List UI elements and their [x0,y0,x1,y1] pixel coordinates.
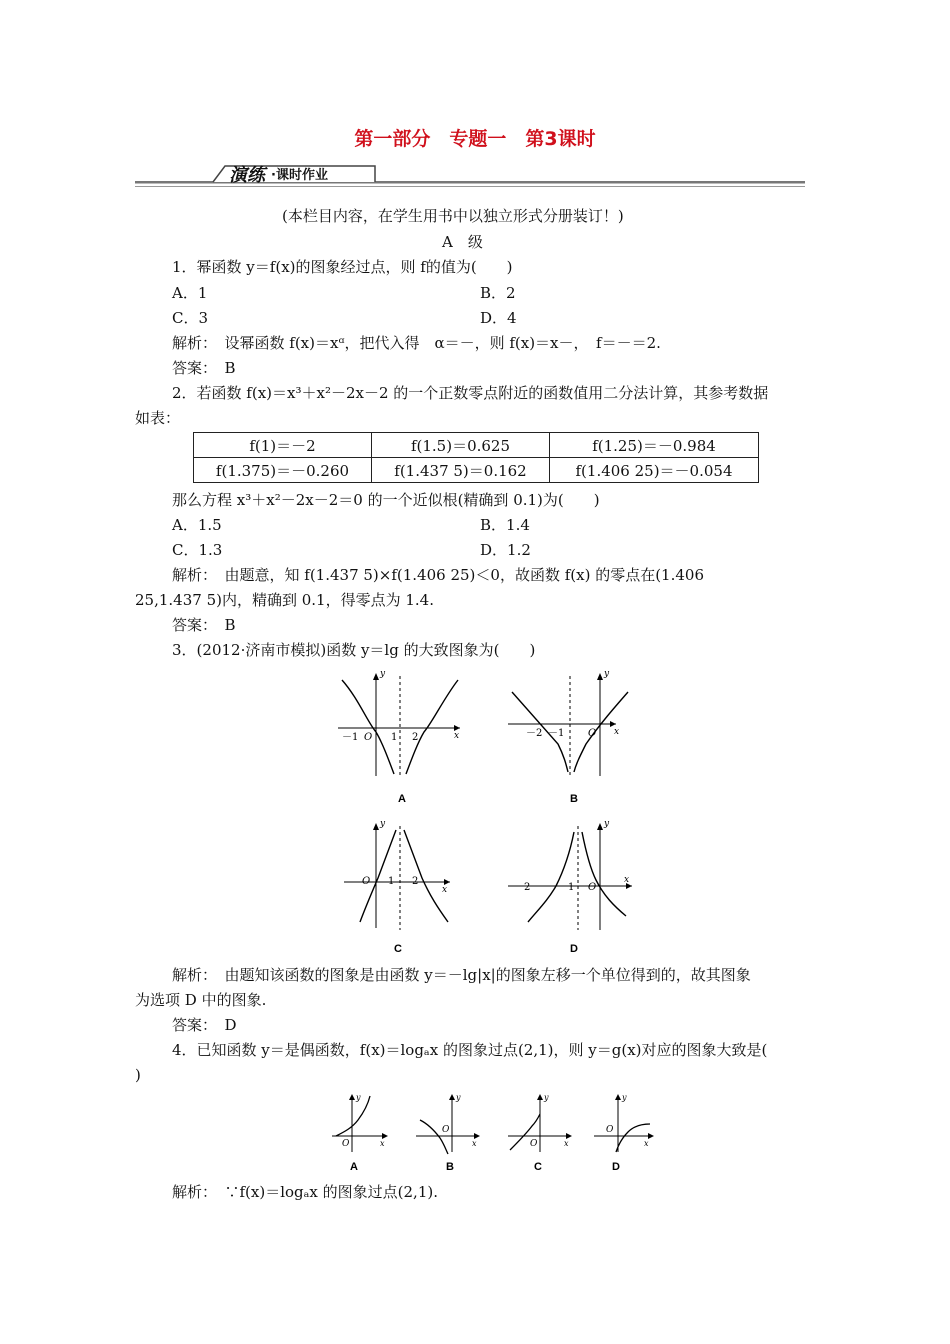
axis-x-label: x [624,875,630,885]
q3-graph-a [338,668,468,808]
origin-label: O [342,1139,350,1149]
axis-x-label: x [472,1139,477,1148]
intro-note: (本栏目内容，在学生用书中以独立形式分册装订！) [282,207,624,225]
tick-label: 1 [388,876,395,887]
axis-x-label: x [454,731,460,741]
q1-option-c: C．3 [172,309,209,327]
q4-analysis: 解析： ∵f(x)＝logₐx 的图象过点(2,1). [172,1183,438,1201]
q2-option-b: B．1.4 [480,516,530,534]
q2-stem-line3: 那么方程 x³＋x²－2x－2＝0 的一个近似根(精确到 0.1)为( ) [172,491,600,509]
table-cell: f(1)＝－2 [194,433,372,458]
q1-analysis: 解析： 设幂函数 f(x)＝xᵅ，把代入得 α＝－，则 f(x)＝x－， f＝－＝2. [172,334,661,352]
axis-y-label: y [380,669,386,679]
axis-y-label: y [456,1093,461,1102]
q3-analysis-line2: 为选项 D 中的图象. [135,991,267,1009]
q3-graph-c [338,818,468,958]
axis-y-label: y [622,1093,627,1102]
tick-label: －2 [514,882,531,893]
q2-analysis-line1: 解析： 由题意，知 f(1.437 5)×f(1.406 25)＜0，故函数 f(x) 的零点在(1.406 [172,566,704,584]
q2-option-c: C．1.3 [172,541,223,559]
page-title: 第一部分 专题一 第3课时 [354,128,596,150]
q4-stem-line2: ) [135,1066,141,1084]
axis-x-label: x [564,1139,569,1148]
q1-stem: 1．幂函数 y＝f(x)的图象经过点，则 f的值为( ) [172,258,513,276]
axis-y-label: y [604,819,610,829]
q2-analysis-line2: 25,1.437 5)内，精确到 0.1，得零点为 1.4. [135,591,434,609]
origin-label: O [364,732,373,743]
q1-answer: 答案： B [172,359,236,377]
table-cell: f(1.5)＝0.625 [372,433,550,458]
q3-analysis-line1: 解析： 由题知该函数的图象是由函数 y＝－lg|x|的图象左移一个单位得到的，故其图象 [172,966,751,984]
q3-answer: 答案： D [172,1016,237,1034]
q2-stem-line1: 2．若函数 f(x)＝x³＋x²－2x－2 的一个正数零点附近的函数值用二分法计算，其参考数据 [172,384,769,402]
axis-y-label: y [604,669,610,679]
graph-option-label: B [446,1161,454,1173]
axis-x-label: x [442,885,448,895]
axis-y-label: y [380,819,386,829]
q1-option-a: A．1 [172,284,208,302]
graph-option-label: B [570,793,578,805]
q3-stem: 3．(2012·济南市模拟)函数 y＝lg 的大致图象为( ) [172,641,536,659]
q3-graph-d [508,818,638,958]
graph-option-label: A [398,793,406,805]
graph-option-label: A [350,1161,358,1173]
axis-y-label: y [544,1093,549,1102]
table-cell: f(1.375)＝－0.260 [194,458,372,483]
origin-label: O [588,728,597,739]
q4-graph-c [504,1092,576,1174]
axis-x-label: x [614,727,620,737]
origin-label: O [362,876,371,887]
axis-x-label: x [644,1139,649,1148]
section-banner [135,162,805,194]
table-cell: f(1.25)＝－0.984 [550,433,759,458]
axis-x-label: x [380,1139,385,1148]
tick-label: －1 [548,728,565,739]
q2-option-a: A．1.5 [172,516,222,534]
q4-graph-b [412,1092,484,1174]
origin-label: O [606,1125,614,1135]
graph-option-label: C [394,943,402,955]
axis-y-label: y [356,1093,361,1102]
q1-option-b: B．2 [480,284,516,302]
banner-calligraphy: 演练 [229,165,265,186]
graph-option-label: D [570,943,578,955]
tick-label: 2 [412,732,419,743]
q2-data-table [193,432,759,483]
q4-graph-a [330,1092,392,1174]
level-heading: A 级 [442,233,483,251]
tick-label: －1 [342,732,359,743]
tick-label: －2 [526,728,543,739]
q4-stem-line1: 4．已知函数 y＝是偶函数，f(x)＝logₐx 的图象过点(2,1)，则 y＝g(x)对应的图象大致是( [172,1041,768,1059]
table-row [194,458,759,483]
origin-label: O [530,1139,538,1149]
q3-graph-b [508,668,638,808]
q2-stem-line2: 如表： [135,409,181,427]
tick-label: 1 [391,732,398,743]
q2-answer: 答案： B [172,616,236,634]
tick-label: －1 [558,882,575,893]
graph-option-label: C [534,1161,542,1173]
banner-label: ·课时作业 [271,168,328,183]
q2-option-d: D．1.2 [480,541,531,559]
origin-label: O [588,882,597,893]
q1-option-d: D．4 [480,309,517,327]
table-cell: f(1.406 25)＝－0.054 [550,458,759,483]
q4-graph-d [590,1092,662,1174]
origin-label: O [442,1125,450,1135]
graph-option-label: D [612,1161,620,1173]
table-cell: f(1.437 5)＝0.162 [372,458,550,483]
tick-label: 2 [412,876,419,887]
table-row [194,433,759,458]
